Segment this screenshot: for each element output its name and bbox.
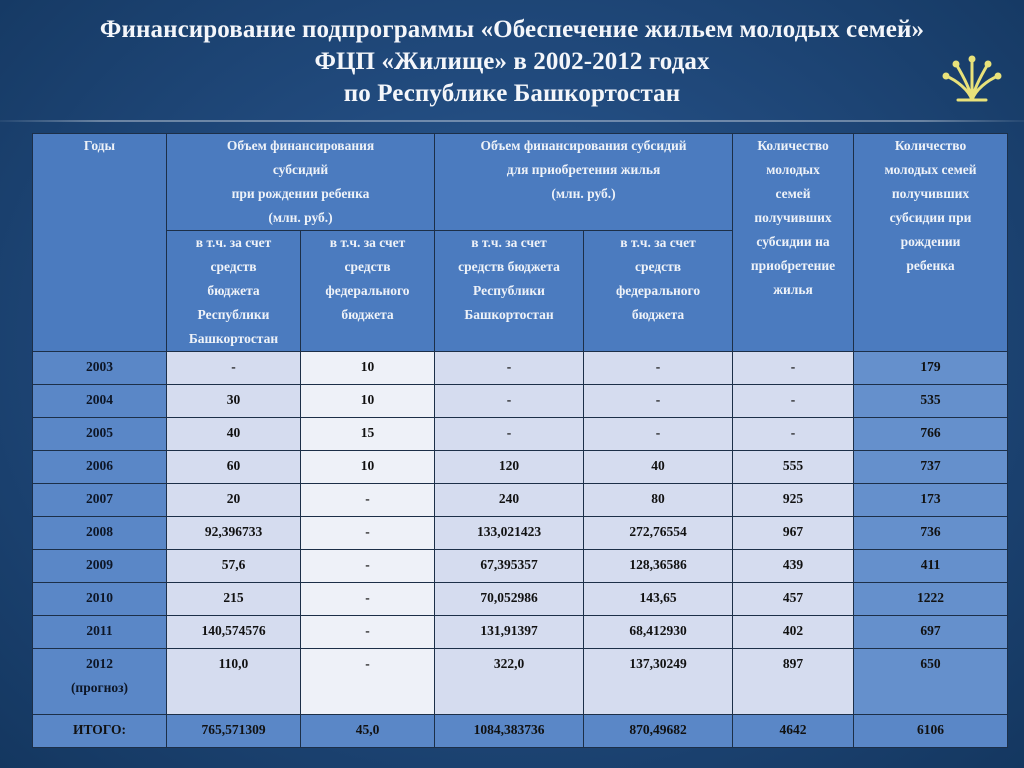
birth-rb-cell: 215: [167, 583, 301, 616]
header-birth-families-count: Количество молодых семей получивших субсидии при рождении ребенка: [854, 134, 1008, 352]
table-row: [33, 517, 1008, 550]
birth-rb-cell: 20: [167, 484, 301, 517]
title-line-1: Финансирование подпрограммы «Обеспечение жильем молодых семей»: [99, 16, 925, 43]
year-cell: 2009: [33, 550, 167, 583]
birth-families-cell: 650: [854, 649, 1008, 715]
birth-fed-cell: -: [301, 649, 435, 715]
birth-families-cell: 1222: [854, 583, 1008, 616]
total-label: ИТОГО:: [33, 715, 167, 748]
birth-rb-cell: 140,574576: [167, 616, 301, 649]
table-row: [33, 352, 1008, 385]
year-cell: 2006: [33, 451, 167, 484]
total-birth-families: 6106: [854, 715, 1008, 748]
birth-fed-cell: -: [301, 484, 435, 517]
birth-families-cell: 697: [854, 616, 1008, 649]
birth-families-cell: 736: [854, 517, 1008, 550]
year-cell: 2003: [33, 352, 167, 385]
birth-rb-cell: 110,0: [167, 649, 301, 715]
header-housing-federal-budget: в т.ч. за счет средств федерального бюджета: [584, 231, 733, 352]
housing-rb-cell: 131,91397: [435, 616, 584, 649]
housing-families-cell: 897: [733, 649, 854, 715]
housing-fed-cell: 68,412930: [584, 616, 733, 649]
year-cell: 2004: [33, 385, 167, 418]
housing-fed-cell: 40: [584, 451, 733, 484]
birth-families-cell: 737: [854, 451, 1008, 484]
year-cell: 2007: [33, 484, 167, 517]
header-years: Годы: [33, 134, 167, 352]
housing-fed-cell: 143,65: [584, 583, 733, 616]
year-cell: 2010: [33, 583, 167, 616]
total-row: [33, 715, 1008, 748]
table-row: [33, 550, 1008, 583]
header-birth-subsidies: Объем финансирования субсидий при рождении ребенка (млн. руб.): [167, 134, 435, 231]
housing-families-cell: -: [733, 352, 854, 385]
housing-rb-cell: 70,052986: [435, 583, 584, 616]
housing-fed-cell: 137,30249: [584, 649, 733, 715]
birth-fed-cell: -: [301, 583, 435, 616]
year-cell: 2008: [33, 517, 167, 550]
housing-families-cell: 402: [733, 616, 854, 649]
title-line-3: по Республике Башкортостан: [343, 80, 681, 107]
housing-rb-cell: -: [435, 385, 584, 418]
header-housing-families-count: Количество молодых семей получивших субсидии на приобретение жилья: [733, 134, 854, 352]
birth-fed-cell: 10: [301, 451, 435, 484]
birth-rb-cell: 60: [167, 451, 301, 484]
table-row: [33, 649, 1008, 715]
housing-families-cell: 555: [733, 451, 854, 484]
slide-title: [0, 14, 1024, 110]
birth-rb-cell: 40: [167, 418, 301, 451]
table-row: [33, 583, 1008, 616]
year-cell: 2011: [33, 616, 167, 649]
birth-families-cell: 766: [854, 418, 1008, 451]
housing-rb-cell: 133,021423: [435, 517, 584, 550]
housing-fed-cell: 272,76554: [584, 517, 733, 550]
table-row: [33, 385, 1008, 418]
housing-rb-cell: 67,395357: [435, 550, 584, 583]
birth-families-cell: 179: [854, 352, 1008, 385]
table-row: [33, 616, 1008, 649]
housing-families-cell: 439: [733, 550, 854, 583]
total-housing-fed: 870,49682: [584, 715, 733, 748]
header-housing-subsidies: Объем финансирования субсидий для приобретения жилья (млн. руб.): [435, 134, 733, 231]
housing-rb-cell: -: [435, 418, 584, 451]
housing-families-cell: 967: [733, 517, 854, 550]
table-row: [33, 451, 1008, 484]
housing-fed-cell: -: [584, 385, 733, 418]
total-birth-rb: 765,571309: [167, 715, 301, 748]
header-housing-republic-budget: в т.ч. за счет средств бюджета Республики Башкортостан: [435, 231, 584, 352]
birth-rb-cell: 30: [167, 385, 301, 418]
birth-fed-cell: -: [301, 517, 435, 550]
housing-fed-cell: -: [584, 418, 733, 451]
total-housing-families: 4642: [733, 715, 854, 748]
birth-fed-cell: -: [301, 616, 435, 649]
birth-families-cell: 411: [854, 550, 1008, 583]
forecast-note: (прогноз): [70, 680, 129, 695]
housing-fed-cell: -: [584, 352, 733, 385]
housing-fed-cell: 128,36586: [584, 550, 733, 583]
title-divider: [0, 120, 1024, 122]
housing-families-cell: 925: [733, 484, 854, 517]
housing-rb-cell: -: [435, 352, 584, 385]
birth-fed-cell: 10: [301, 385, 435, 418]
birth-fed-cell: 15: [301, 418, 435, 451]
birth-rb-cell: -: [167, 352, 301, 385]
housing-fed-cell: 80: [584, 484, 733, 517]
housing-families-cell: 457: [733, 583, 854, 616]
housing-rb-cell: 240: [435, 484, 584, 517]
header-birth-republic-budget: в т.ч. за счет средств бюджета Республики Башкортостан: [167, 231, 301, 352]
housing-rb-cell: 120: [435, 451, 584, 484]
table-row: [33, 484, 1008, 517]
title-line-2: ФЦП «Жилище» в 2002-2012 годах: [314, 48, 710, 75]
birth-fed-cell: 10: [301, 352, 435, 385]
year-cell: 2005: [33, 418, 167, 451]
birth-families-cell: 535: [854, 385, 1008, 418]
housing-rb-cell: 322,0: [435, 649, 584, 715]
kurai-flower-emblem-icon: [938, 54, 1006, 104]
table-row: [33, 418, 1008, 451]
total-housing-rb: 1084,383736: [435, 715, 584, 748]
total-birth-fed: 45,0: [301, 715, 435, 748]
year-label: 2012: [86, 656, 113, 671]
birth-rb-cell: 92,396733: [167, 517, 301, 550]
housing-families-cell: -: [733, 418, 854, 451]
birth-fed-cell: -: [301, 550, 435, 583]
header-birth-federal-budget: в т.ч. за счет средств федерального бюджета: [301, 231, 435, 352]
birth-families-cell: 173: [854, 484, 1008, 517]
year-cell: [33, 649, 167, 715]
birth-rb-cell: 57,6: [167, 550, 301, 583]
housing-families-cell: -: [733, 385, 854, 418]
funding-table: [32, 133, 1008, 748]
